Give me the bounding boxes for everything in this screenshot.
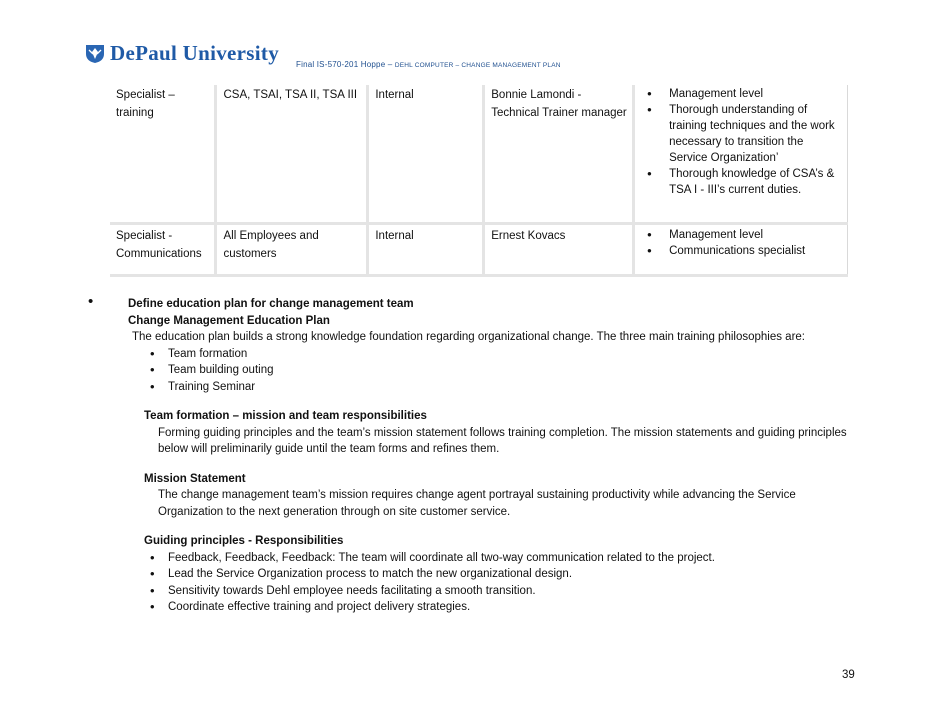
- page-header: [84, 40, 784, 70]
- role-cell: Specialist - Communications: [110, 223, 216, 275]
- list-item: • Communications specialist: [641, 243, 843, 259]
- team-formation-heading: Team formation – mission and team responsibilities: [144, 410, 427, 422]
- list-item: • Team building outing: [144, 362, 864, 379]
- qualifications-cell: [634, 223, 848, 275]
- staff-cell: CSA, TSAI, TSA II, TSA III: [216, 85, 368, 223]
- source-cell: Internal: [368, 85, 484, 223]
- list-item: • Thorough understanding of training techniques and the work necessary to transition the Service Organization’: [641, 102, 843, 166]
- education-plan-section: [84, 293, 864, 616]
- person-cell: Ernest Kovacs: [484, 223, 634, 275]
- document-title: Final IS-570-201 Hoppe – DEHL COMPUTER – CHANGE MANAGEMENT PLAN: [296, 60, 561, 69]
- list-item: • Feedback, Feedback, Feedback: The team will coordinate all two-way communication related to the project.: [144, 550, 864, 567]
- principles-list: [144, 550, 864, 616]
- section-heading: Define education plan for change management team: [128, 298, 414, 310]
- list-item: • Sensitivity towards Dehl employee needs facilitating a smooth transition.: [144, 583, 864, 600]
- list-item: • Management level: [641, 86, 843, 102]
- subsection-heading: Change Management Education Plan: [128, 314, 330, 327]
- staff-cell: All Employees and customers: [216, 223, 368, 275]
- table-row: [110, 85, 848, 223]
- university-logo-text: DePaul University: [110, 41, 279, 65]
- list-item: • Lead the Service Organization process to match the new organizational design.: [144, 566, 864, 583]
- bullet-icon: •: [88, 293, 94, 310]
- role-cell: Specialist – training: [110, 85, 216, 223]
- table-row: [110, 223, 848, 275]
- roles-table: [110, 85, 848, 277]
- list-item: • Training Seminar: [144, 379, 864, 396]
- team-formation-paragraph: Forming guiding principles and the team’s mission statement follows training completion. The mission statements and guiding principles below will preliminarily guide until the team forms and refines them.: [158, 426, 847, 455]
- list-item: • Management level: [641, 227, 843, 243]
- philosophies-list: [144, 346, 864, 396]
- depaul-shield-icon: [84, 42, 106, 64]
- source-cell: Internal: [368, 223, 484, 275]
- mission-heading: Mission Statement: [144, 472, 246, 485]
- list-item: • Coordinate effective training and project delivery strategies.: [144, 599, 864, 616]
- intro-paragraph: The education plan builds a strong knowledge foundation regarding organizational change. The three main training philosophies are:: [132, 331, 805, 343]
- list-item: • Thorough knowledge of CSA’s & TSA I - III’s current duties.: [641, 166, 843, 198]
- page-number: 39: [842, 669, 855, 681]
- person-cell: Bonnie Lamondi - Technical Trainer manager: [484, 85, 634, 223]
- mission-paragraph: The change management team’s mission requires change agent portrayal sustaining productivity while advancing the Service Organization to the next generation through on site customer service.: [158, 489, 796, 518]
- list-item: • Team formation: [144, 346, 864, 363]
- principles-heading: Guiding principles - Responsibilities: [144, 535, 344, 547]
- qualifications-cell: [634, 85, 848, 223]
